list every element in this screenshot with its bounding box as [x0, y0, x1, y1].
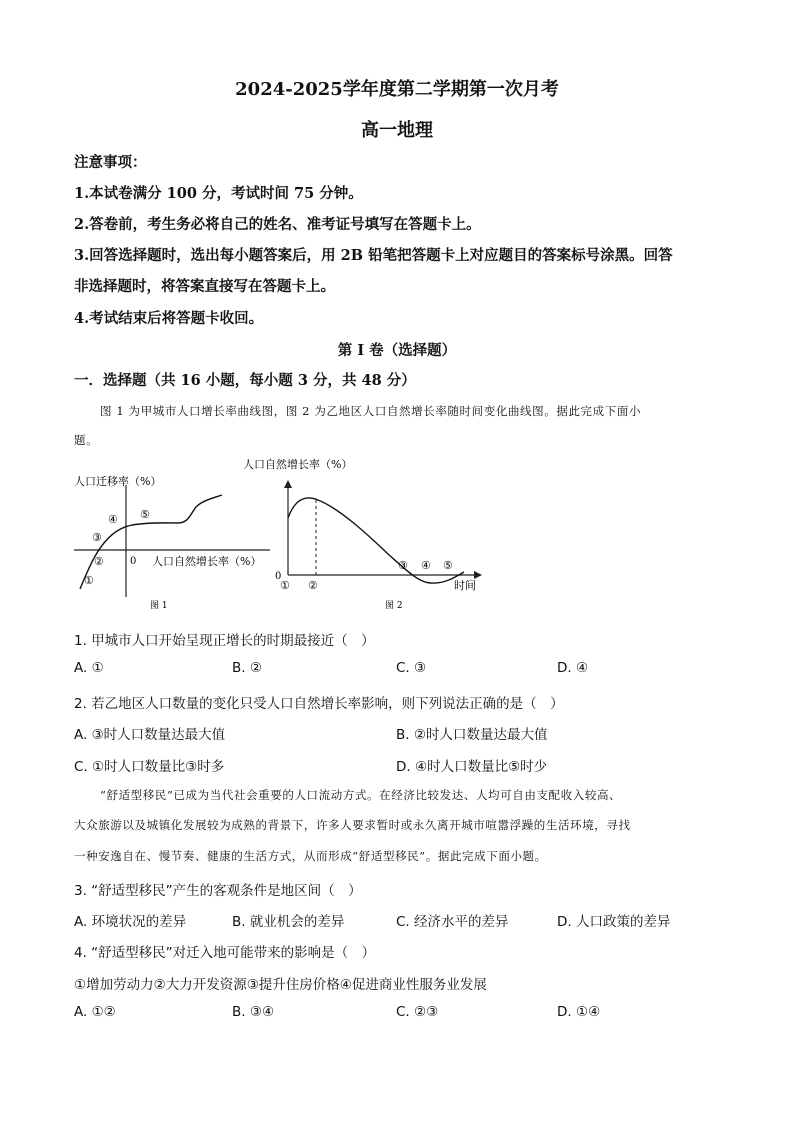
fig1-point-4: ④ [108, 513, 118, 526]
q2-option-c[interactable]: C. ①时人口数量比③时多 [74, 759, 225, 775]
q2-stem: 2. 若乙地区人口数量的变化只受人口自然增长率影响，则下列说法正确的是（ ） [74, 696, 564, 712]
notice-item-1: 1.本试卷满分 100 分，考试时间 75 分钟。 [74, 185, 363, 202]
q3-option-c[interactable]: C. 经济水平的差异 [396, 914, 509, 930]
notice-item-2: 2.答卷前，考生务必将自己的姓名、准考证号填写在答题卡上。 [74, 216, 481, 233]
notice-item-3: 3.回答选择题时，选出每小题答案后，用 2B 铅笔把答题卡上对应题目的答案标号涂黑。回答 [74, 247, 673, 264]
fig2-point-4: ④ [421, 559, 431, 572]
fig2-curve [288, 498, 464, 583]
fig1-point-5: ⑤ [140, 508, 150, 521]
passage2-line1: “舒适型移民”已成为当代社会重要的人口流动方式。在经济比较发达、人均可自由支配收入较高、 [100, 788, 622, 802]
passage1-line2: 题。 [74, 433, 99, 447]
q3-option-d[interactable]: D. 人口政策的差异 [557, 914, 671, 930]
q3-option-a[interactable]: A. 环境状况的差异 [74, 914, 187, 930]
q1-option-c[interactable]: C. ③ [396, 660, 427, 676]
section-heading: 一．选择题（共 16 小题，每小题 3 分，共 48 分） [74, 372, 416, 389]
passage2-line2: 大众旅游以及城镇化发展较为成熟的背景下，许多人要求暂时或永久离开城市喧嚣浮躁的生活环境，寻找 [74, 818, 631, 832]
fig2-point-3: ③ [398, 559, 408, 572]
figure-1 [70, 465, 280, 615]
passage1-line1: 图 1 为甲城市人口增长率曲线图，图 2 为乙地区人口自然增长率随时间变化曲线图。据此完成下面小 [100, 404, 642, 418]
fig2-point-5: ⑤ [443, 559, 453, 572]
notice-heading: 注意事项： [74, 154, 147, 171]
fig1-origin: 0 [130, 556, 137, 567]
fig2-x-arrow [474, 571, 482, 579]
fig1-xlabel: 人口自然增长率（%） [152, 555, 262, 568]
q1-option-d[interactable]: D. ④ [557, 660, 589, 676]
q4-option-d[interactable]: D. ①④ [557, 1004, 601, 1020]
q1-stem: 1. 甲城市人口开始呈现正增长的时期最接近（ ） [74, 633, 375, 649]
notice-item-3-cont: 非选择题时，将答案直接写在答题卡上。 [74, 278, 335, 295]
q4-option-c[interactable]: C. ②③ [396, 1004, 439, 1020]
q1-option-b[interactable]: B. ② [232, 660, 262, 676]
fig2-caption: 图 2 [385, 601, 403, 611]
notice-item-4: 4.考试结束后将答题卡收回。 [74, 310, 264, 327]
q4-stem: 4. “舒适型移民”对迁入地可能带来的影响是（ ） [74, 945, 376, 961]
q2-option-a[interactable]: A. ③时人口数量达最大值 [74, 727, 226, 743]
q2-option-d[interactable]: D. ④时人口数量比⑤时少 [396, 759, 548, 775]
passage2-line3: 一种安逸自在、慢节奏、健康的生活方式，从而形成“舒适型移民”。据此完成下面小题。 [74, 849, 547, 863]
q4-statements: ①增加劳动力②大力开发资源③提升住房价格④促进商业性服务业发展 [74, 977, 487, 993]
fig1-point-3: ③ [92, 531, 102, 544]
fig1-caption: 图 1 [150, 601, 168, 611]
figure-2 [243, 458, 498, 613]
exam-subject: 高一地理 [361, 120, 433, 141]
q1-option-a[interactable]: A. ① [74, 660, 104, 676]
q3-option-b[interactable]: B. 就业机会的差异 [232, 914, 345, 930]
fig2-point-1: ① [280, 579, 290, 592]
fig2-origin: 0 [275, 571, 282, 582]
part-title: 第 I 卷（选择题） [337, 342, 457, 359]
fig2-ylabel: 人口自然增长率（%） [243, 458, 353, 471]
q4-option-b[interactable]: B. ③④ [232, 1004, 275, 1020]
exam-title: 2024-2025学年度第二学期第一次月考 [235, 79, 559, 100]
fig1-point-2: ② [94, 555, 104, 568]
q3-stem: 3. “舒适型移民”产生的客观条件是地区间（ ） [74, 883, 362, 899]
fig2-xlabel: 时间 [454, 579, 476, 592]
fig1-point-1: ① [84, 574, 94, 587]
fig2-point-2: ② [308, 579, 318, 592]
q4-option-a[interactable]: A. ①② [74, 1004, 116, 1020]
fig2-y-arrow [284, 480, 292, 488]
fig1-ylabel: 人口迁移率（%） [74, 475, 162, 488]
q2-option-b[interactable]: B. ②时人口数量达最大值 [396, 727, 548, 743]
